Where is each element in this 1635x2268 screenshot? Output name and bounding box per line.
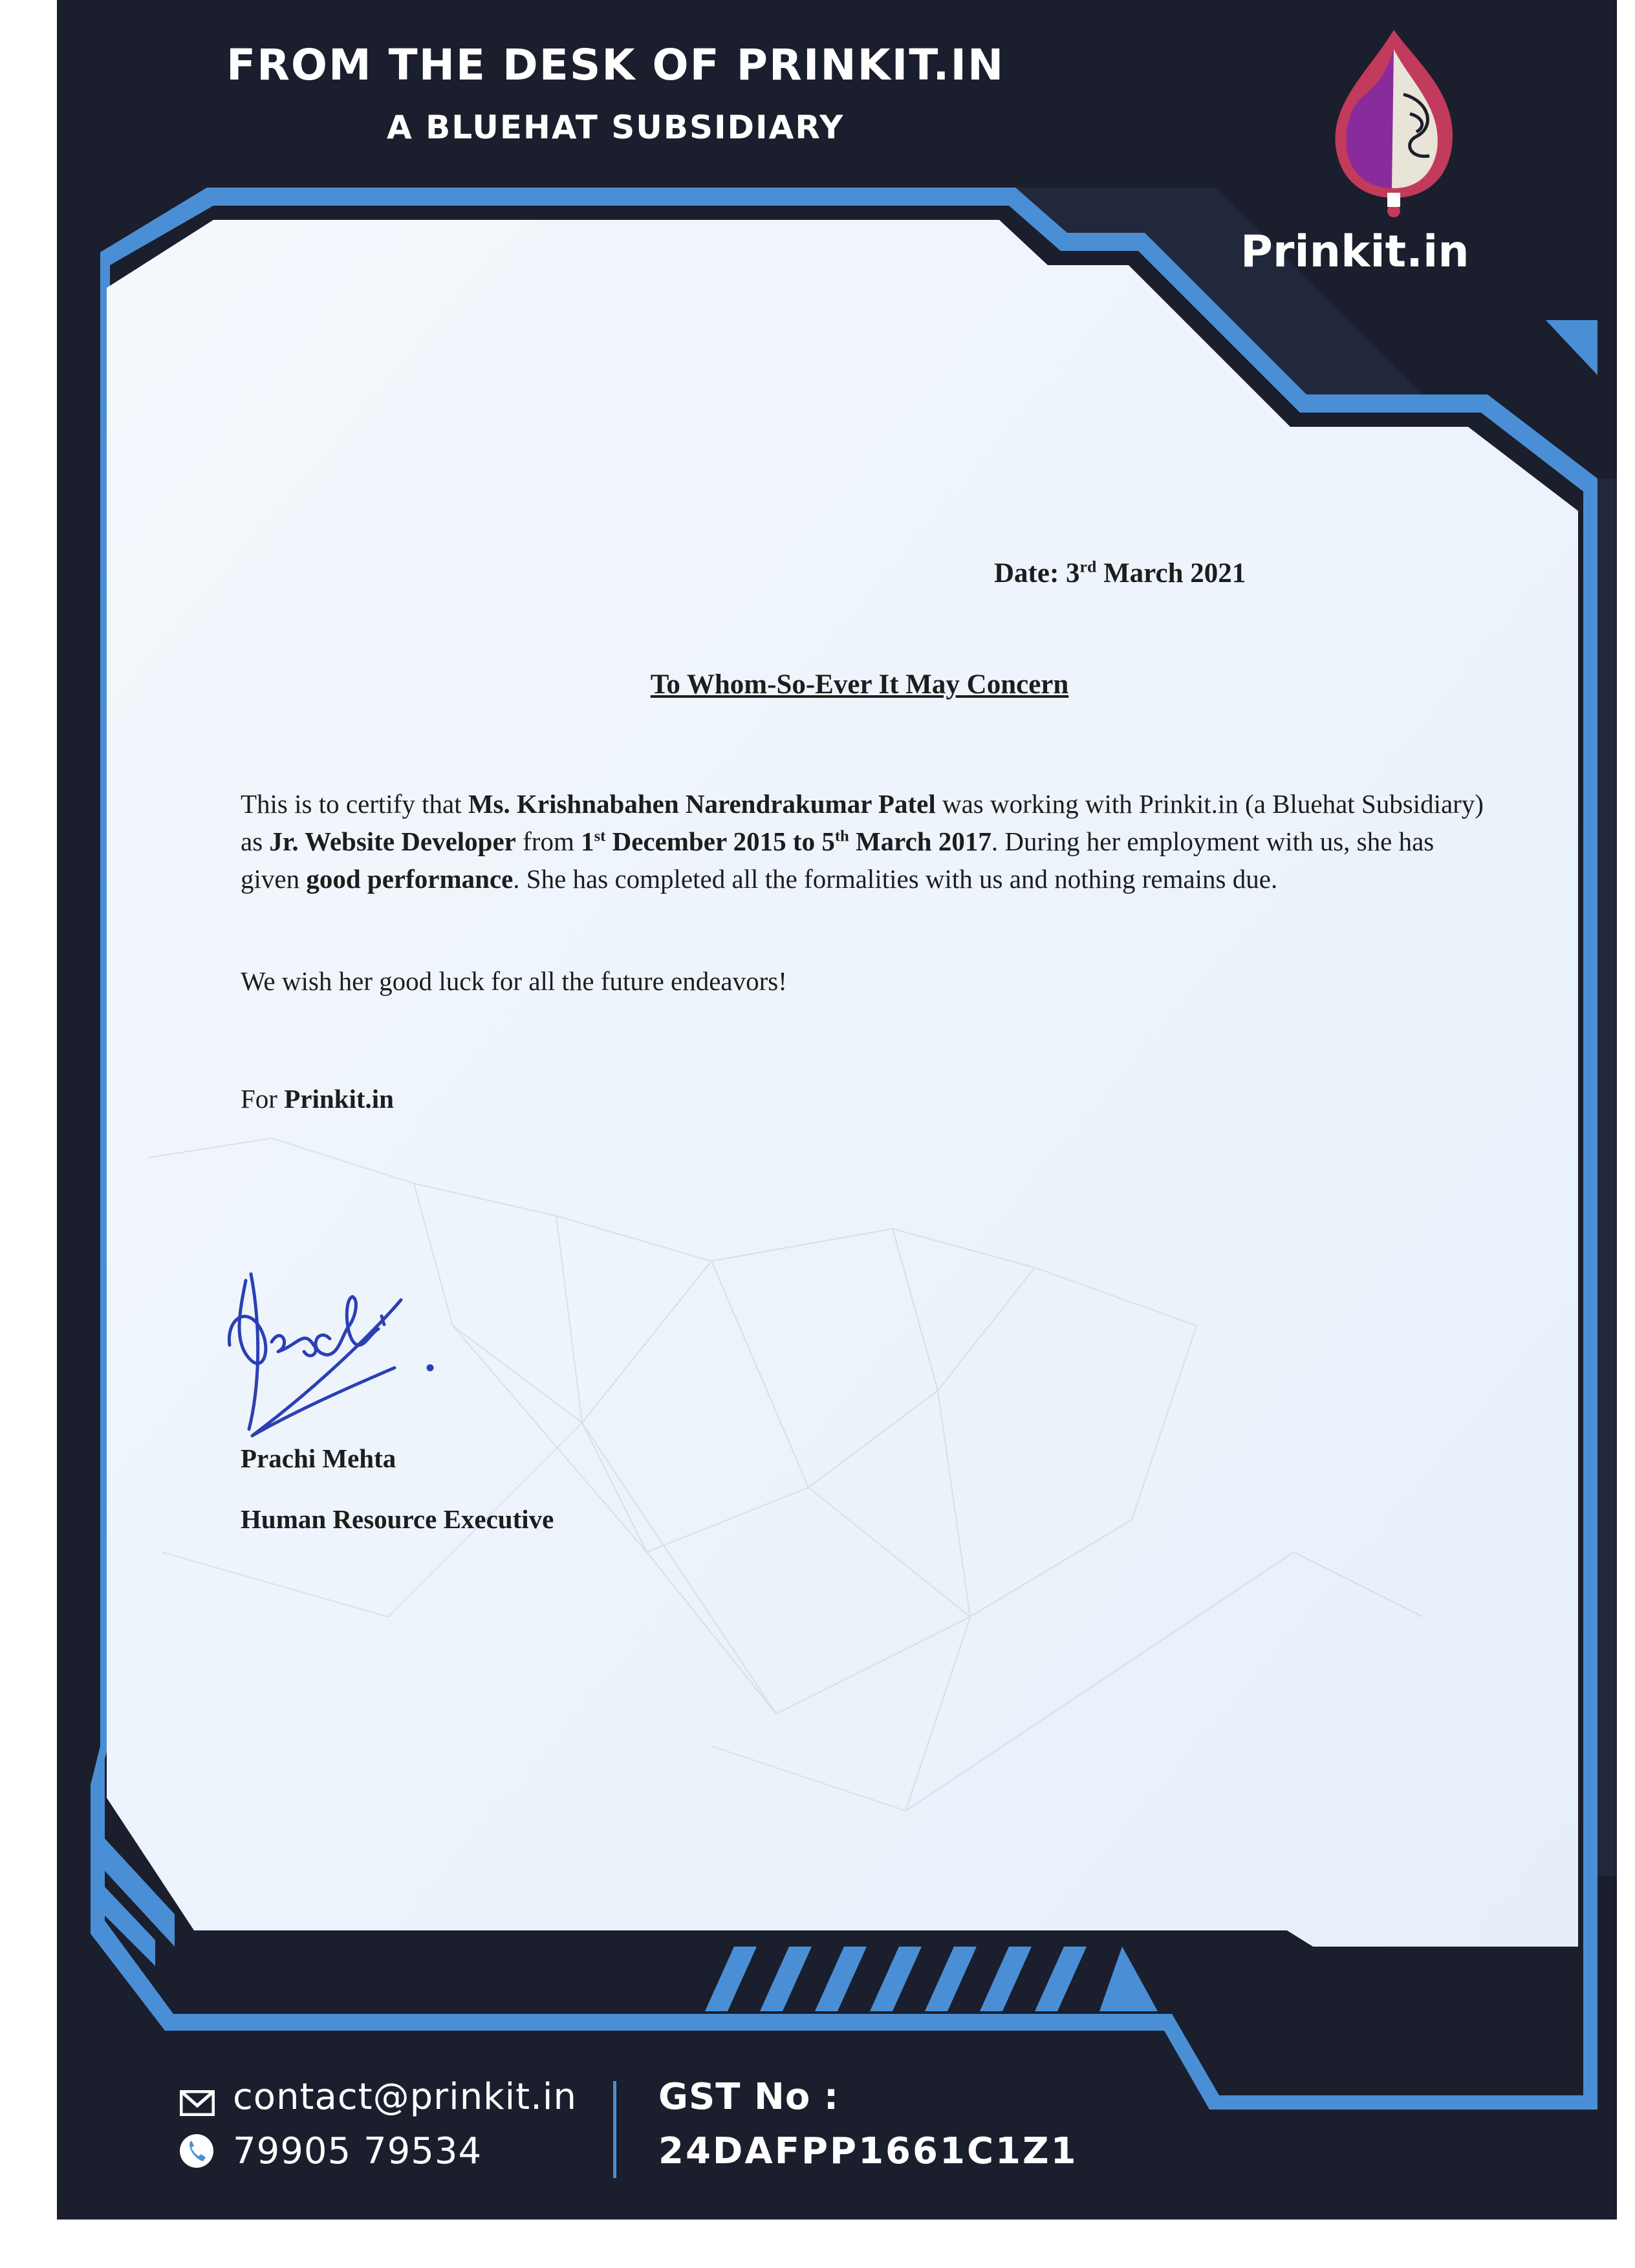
employee-role: Jr. Website Developer <box>269 826 516 856</box>
employee-name: Ms. Krishnabahen Narendrakumar Patel <box>468 789 936 819</box>
date-day: 3 <box>1066 558 1080 589</box>
logo-flame-icon <box>1319 23 1468 217</box>
footer-phone[interactable]: 79905 79534 <box>233 2130 482 2172</box>
para1-text-1: This is to certify that <box>241 789 468 819</box>
footer-gst-value: 24DAFPP1661C1Z1 <box>658 2130 1078 2172</box>
letter-date <box>994 555 1246 592</box>
date-rest: March 2021 <box>1103 558 1246 589</box>
performance-rating: good performance <box>306 864 514 894</box>
mail-icon <box>180 2090 215 2116</box>
employment-period <box>581 826 991 856</box>
letter-subject <box>0 666 1635 704</box>
letter-paragraph-1 <box>241 785 1489 898</box>
para1-text-3: from <box>515 826 581 856</box>
para1-text-2: was working with Prinkit.in (a Bluehat Subsidiary) as <box>241 789 1484 856</box>
date-label: Date: <box>994 558 1059 589</box>
brand-name: Prinkit.in <box>1240 226 1469 277</box>
phone-icon <box>179 2133 215 2169</box>
para1-text-4: . During her employment with us, she has given <box>241 826 1435 894</box>
header-subtitle: A BLUEHAT SUBSIDIARY <box>387 109 845 146</box>
start-suffix: st <box>594 827 606 845</box>
for-company-line <box>241 1080 394 1118</box>
signatory-title: Human Resource Executive <box>241 1504 554 1534</box>
start-rest: December 2015 to 5 <box>605 826 835 856</box>
date-suffix: rd <box>1079 557 1097 576</box>
footer-divider <box>613 2081 617 2178</box>
handwritten-signature <box>200 1248 446 1462</box>
for-label: For <box>241 1084 285 1114</box>
para1-text-5: . She has completed all the formalities with us and nothing remains due. <box>513 864 1278 894</box>
for-company: Prinkit.in <box>284 1084 394 1114</box>
end-suffix: th <box>834 827 849 845</box>
footer-email[interactable]: contact@prinkit.in <box>233 2076 577 2118</box>
footer-gst-label: GST No : <box>658 2076 839 2118</box>
letter-paragraph-2: We wish her good luck for all the future endeavors! <box>241 966 787 996</box>
signatory-name: Prachi Mehta <box>241 1443 396 1473</box>
subject-text: To Whom-So-Ever It May Concern <box>650 669 1069 700</box>
end-rest: March 2017 <box>849 826 991 856</box>
header-title: FROM THE DESK OF PRINKIT.IN <box>226 40 1005 90</box>
start-day: 1 <box>581 826 594 856</box>
